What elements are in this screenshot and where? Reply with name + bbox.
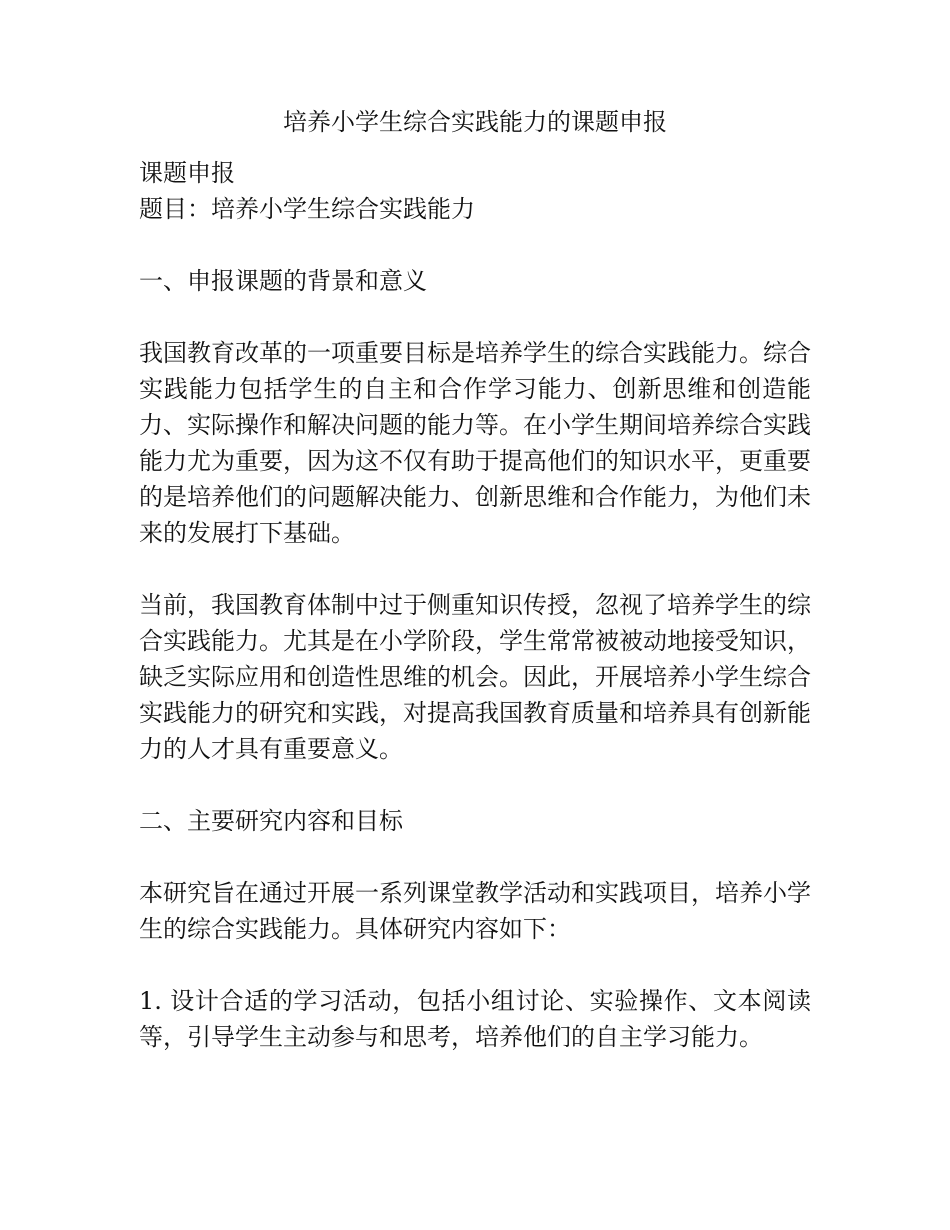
spacer <box>139 551 811 587</box>
spacer <box>139 227 811 263</box>
paragraph-research-intro: 本研究旨在通过开展一系列课堂教学活动和实践项目，培养小学生的综合实践能力。具体研究内容如下： <box>139 879 811 943</box>
list-item-research-1: 1. 设计合适的学习活动，包括小组讨论、实验操作、文本阅读等，引导学生主动参与和思考，培养他们的自主学习能力。 <box>139 987 811 1051</box>
document-title: 培养小学生综合实践能力的课题申报 <box>283 108 667 136</box>
paragraph-background-significance: 我国教育改革的一项重要目标是培养学生的综合实践能力。综合实践能力包括学生的自主和合作学习能力、创新思维和创造能力、实际操作和解决问题的能力等。在小学生期间培养综合实践能力尤为重要，因为这不仅有助于提高他们的知识水平，更重要的是培养他们的问题解决能力、创新思维和合作能力，为他们未来的发展打下基础。 <box>139 339 811 547</box>
spacer <box>139 299 811 335</box>
section-heading-content-goals: 二、主要研究内容和目标 <box>139 807 403 835</box>
spacer <box>139 839 811 875</box>
paragraph-current-situation: 当前，我国教育体制中过于侧重知识传授，忽视了培养学生的综合实践能力。尤其是在小学阶段，学生常常被被动地接受知识，缺乏实际应用和创造性思维的机会。因此，开展培养小学生综合实践能力的研究和实践，对提高我国教育质量和培养具有创新能力的人才具有重要意义。 <box>139 591 811 763</box>
section-heading-background: 一、申报课题的背景和意义 <box>139 267 427 295</box>
spacer <box>139 767 811 803</box>
document-body <box>139 155 811 1055</box>
document-subject: 题目：培养小学生综合实践能力 <box>139 195 475 223</box>
spacer <box>139 947 811 983</box>
document-label: 课题申报 <box>139 159 235 187</box>
